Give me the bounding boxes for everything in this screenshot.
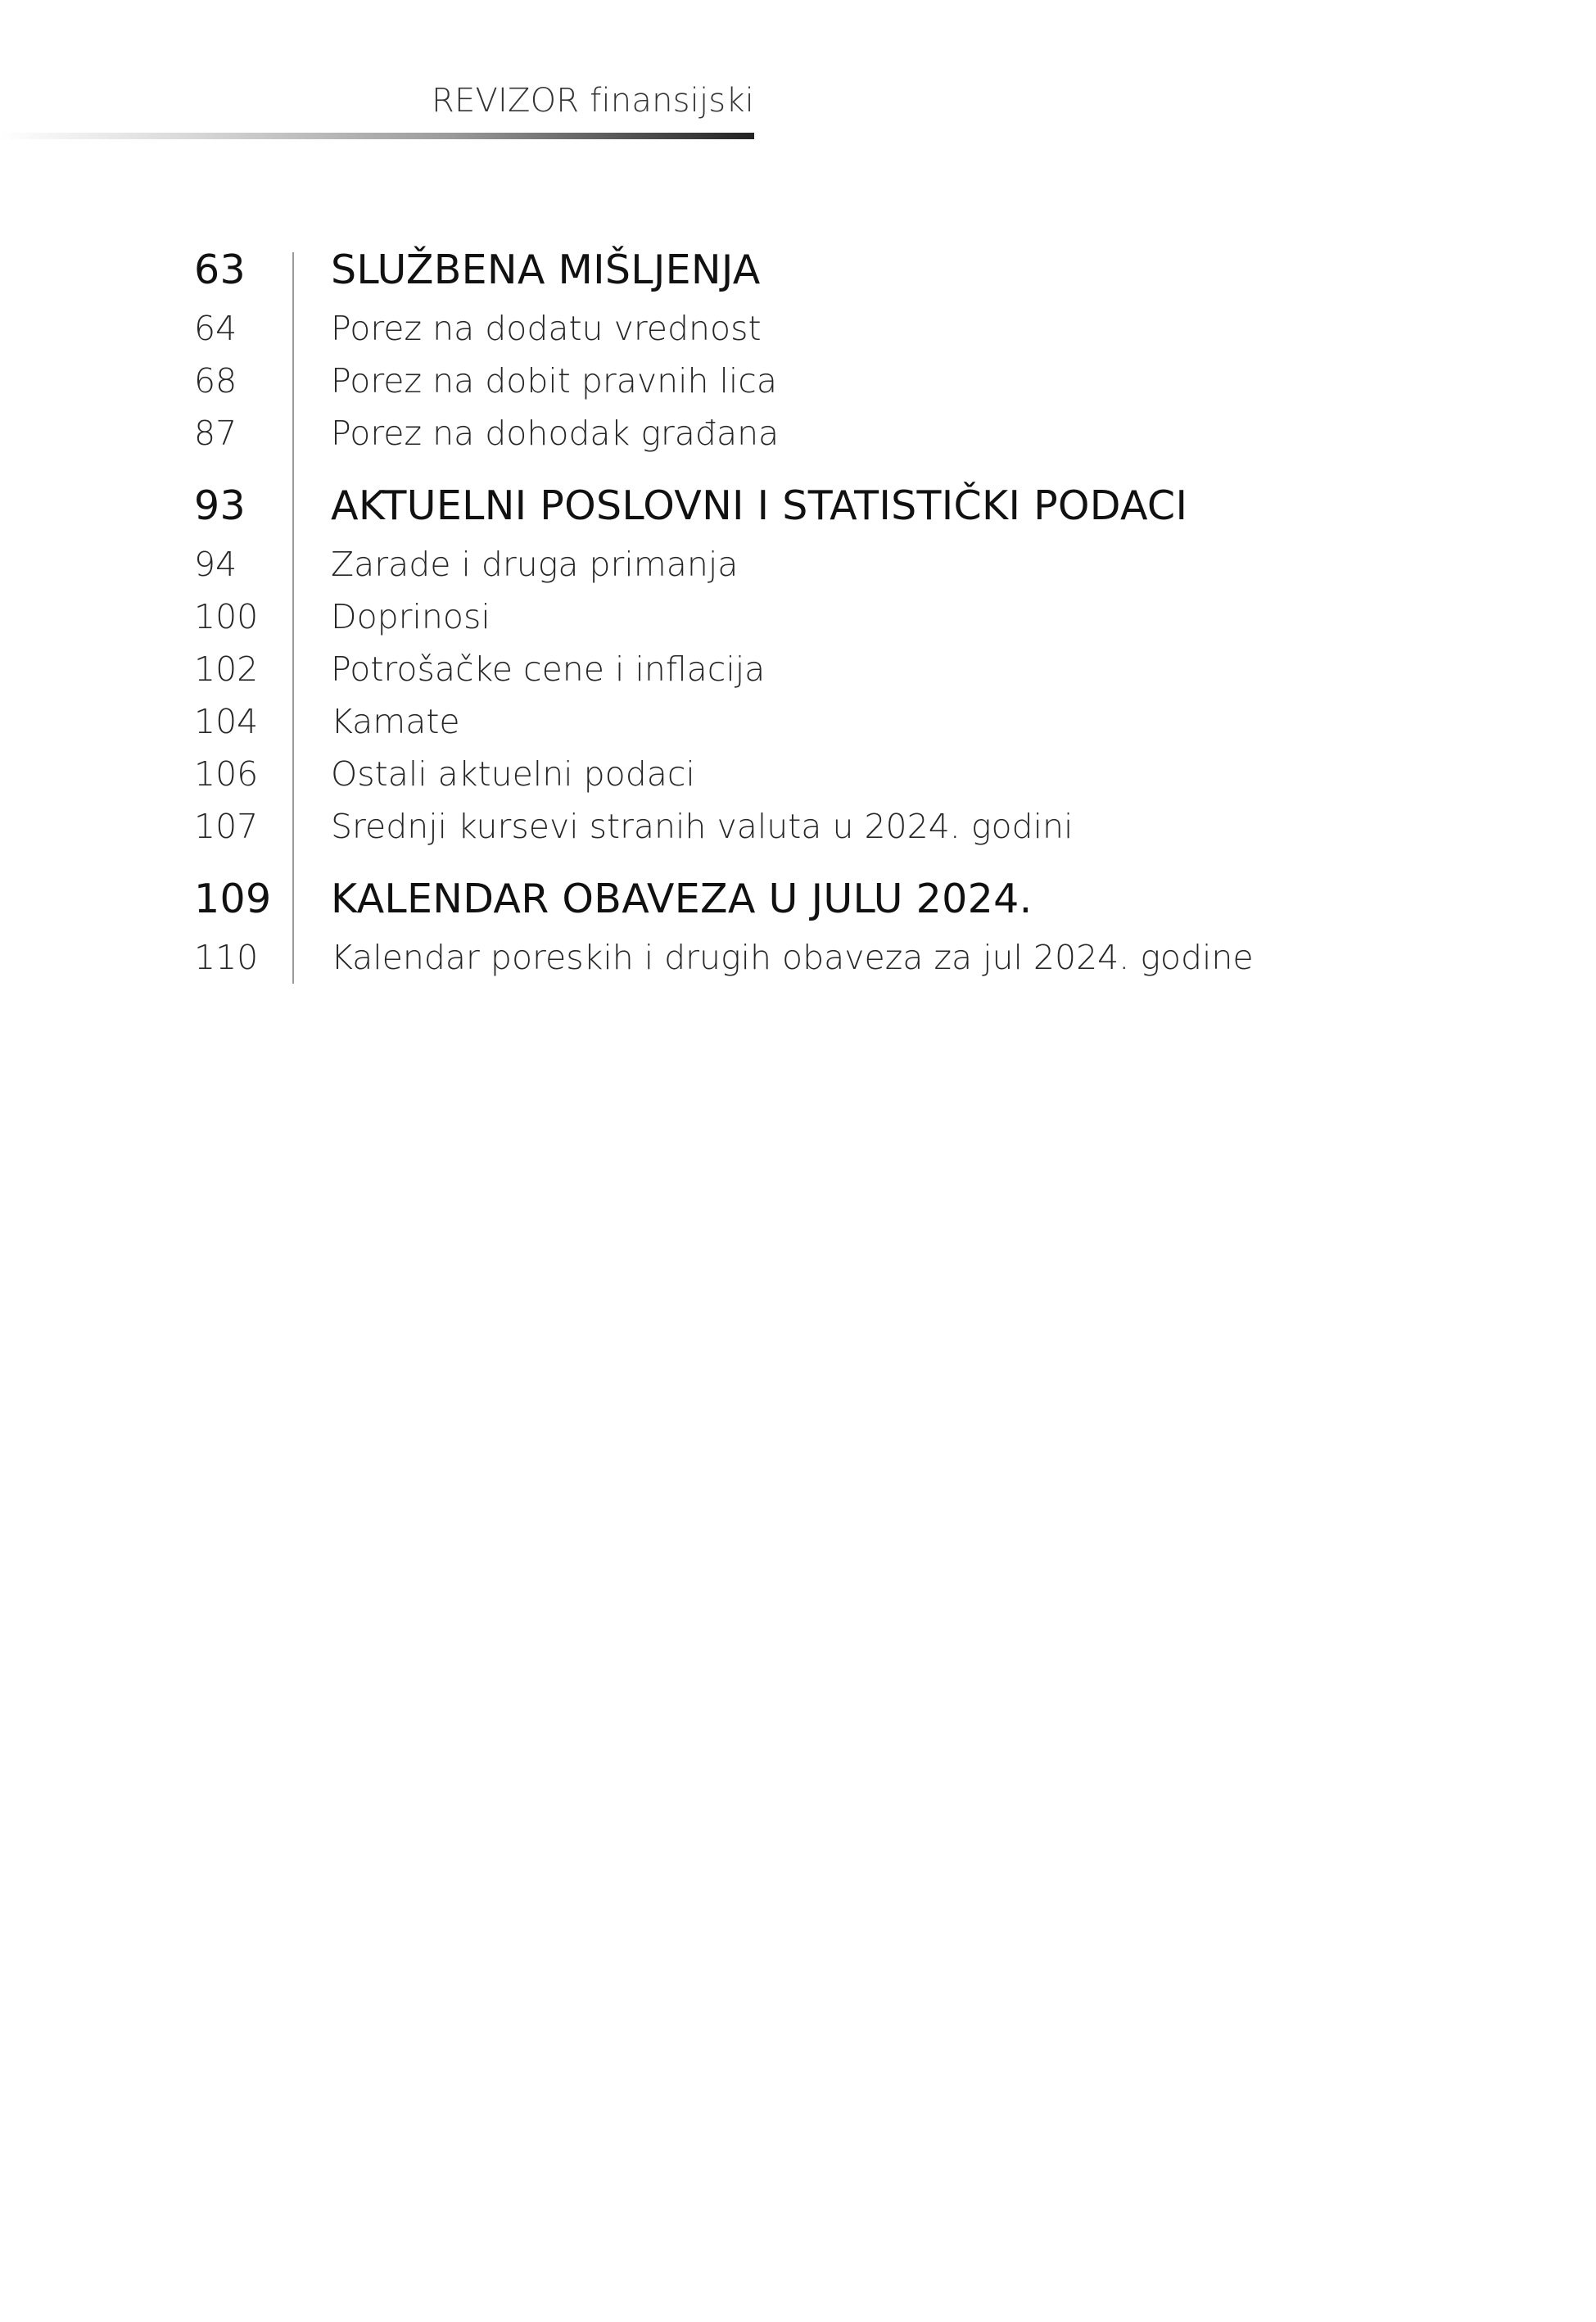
toc-item-title: Potrošačke cene i inflacija [331,650,766,689]
toc-item-page: 64 [194,309,237,348]
toc-section-title: AKTUELNI POSLOVNI I STATISTIČKI PODACI [331,482,1188,529]
toc-item-page: 106 [194,754,259,794]
toc-item-title: Kalendar poreskih i drugih obaveza za jul 2024. godine [331,938,1254,977]
toc-item-title: Zarade i druga primanja [331,545,739,584]
toc-item-page: 102 [194,650,259,689]
toc-item-title: Kamate [331,702,460,741]
toc-item-page: 107 [194,807,259,846]
toc-item-title: Porez na dodatu vrednost [331,309,762,348]
toc-item-title: Ostali aktuelni podaci [331,754,695,794]
toc-item-page: 87 [194,414,237,453]
toc-item-title: Porez na dohodak građana [331,414,780,453]
toc-section-page: 93 [194,482,246,529]
toc-divider [292,252,294,984]
toc-item-page: 100 [194,597,259,636]
toc-item-title: Srednji kursevi stranih valuta u 2024. godini [331,807,1074,846]
running-title: REVIZOR finansijski [431,82,754,120]
toc-section-title: KALENDAR OBAVEZA U JULU 2024. [331,876,1033,922]
toc-item-page: 104 [194,702,259,741]
toc-item-title: Doprinosi [331,597,491,636]
toc-section-title: SLUŽBENA MIŠLJENJA [331,247,761,293]
toc-section-page: 109 [194,876,272,922]
toc-item-page: 68 [194,361,237,401]
toc-item-page: 110 [194,938,259,977]
toc-item-page: 94 [194,545,237,584]
toc-section-page: 63 [194,247,246,293]
toc-item-title: Porez na dobit pravnih lica [331,361,777,401]
header-rule [0,133,754,139]
running-header [0,0,754,143]
